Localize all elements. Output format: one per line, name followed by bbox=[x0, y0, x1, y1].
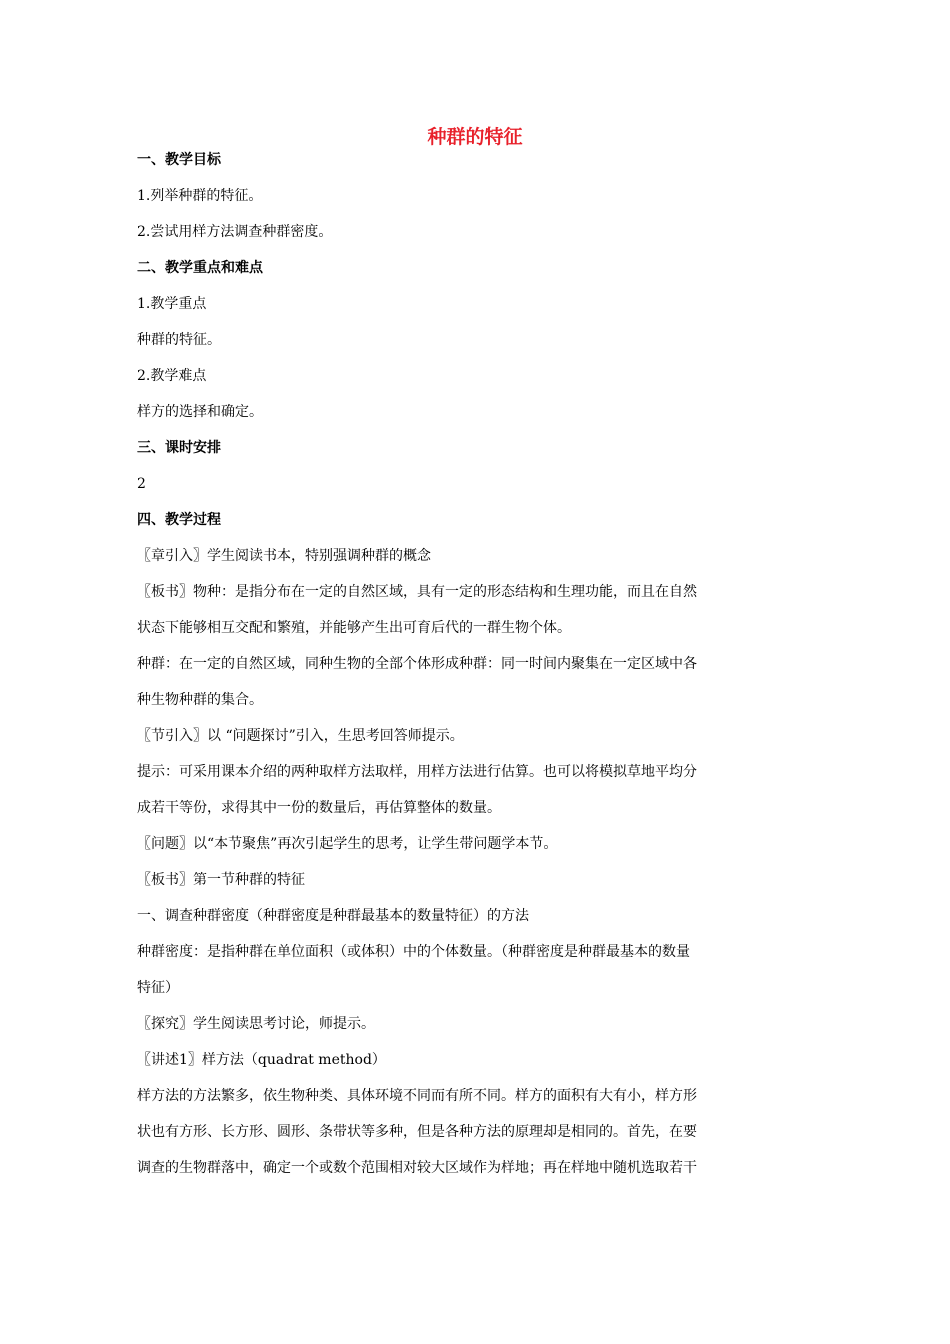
paragraph-line: 种生物种群的集合。 bbox=[137, 692, 263, 708]
section-heading: 一、教学目标 bbox=[137, 152, 221, 168]
paragraph-line: 〖板书〗第一节种群的特征 bbox=[137, 872, 305, 888]
paragraph-line: 状态下能够相互交配和繁殖，并能够产生出可育后代的一群生物个体。 bbox=[137, 620, 571, 636]
paragraph-line: 1.列举种群的特征。 bbox=[137, 188, 263, 204]
paragraph-line: 种群的特征。 bbox=[137, 332, 221, 348]
paragraph-line: 样方的选择和确定。 bbox=[137, 404, 263, 420]
section-heading: 二、教学重点和难点 bbox=[137, 260, 263, 276]
paragraph-line: 〖讲述1〗样方法（quadrat method） bbox=[137, 1052, 386, 1068]
paragraph-line: 2.尝试用样方法调查种群密度。 bbox=[137, 224, 333, 240]
paragraph-line: 特征） bbox=[137, 980, 179, 996]
paragraph-line: 〖板书〗物种：是指分布在一定的自然区域，具有一定的形态结构和生理功能，而且在自然 bbox=[137, 584, 697, 600]
paragraph-line: 1.教学重点 bbox=[137, 296, 207, 312]
paragraph-line: 提示：可采用课本介绍的两种取样方法取样，用样方法进行估算。也可以将模拟草地平均分 bbox=[137, 764, 697, 780]
paragraph-line: 样方法的方法繁多，依生物种类、具体环境不同而有所不同。样方的面积有大有小，样方形 bbox=[137, 1088, 697, 1104]
paragraph-line: 〖章引入〗学生阅读书本，特别强调种群的概念 bbox=[137, 548, 431, 564]
paragraph-line: 成若干等份，求得其中一份的数量后，再估算整体的数量。 bbox=[137, 800, 501, 816]
paragraph-line: 种群：在一定的自然区域，同种生物的全部个体形成种群：同一时间内聚集在一定区域中各 bbox=[137, 656, 697, 672]
section-heading: 三、课时安排 bbox=[137, 440, 221, 456]
paragraph-line: 一、调查种群密度（种群密度是种群最基本的数量特征）的方法 bbox=[137, 908, 529, 924]
paragraph-line: 调查的生物群落中，确定一个或数个范围相对较大区域作为样地；再在样地中随机选取若干 bbox=[137, 1160, 697, 1176]
document-title: 种群的特征 bbox=[427, 126, 523, 148]
paragraph-line: 状也有方形、长方形、圆形、条带状等多种，但是各种方法的原理却是相同的。首先，在要 bbox=[137, 1124, 697, 1140]
section-heading: 四、教学过程 bbox=[137, 512, 221, 528]
paragraph-line: 2.教学难点 bbox=[137, 368, 207, 384]
paragraph-line: 〖探究〗学生阅读思考讨论，师提示。 bbox=[137, 1016, 375, 1032]
paragraph-line: 〖节引入〗以 “问题探讨”引入，生思考回答师提示。 bbox=[137, 728, 464, 744]
paragraph-line: 〖问题〗以“本节聚焦”再次引起学生的思考，让学生带问题学本节。 bbox=[137, 836, 558, 852]
paragraph-line: 种群密度：是指种群在单位面积（或体积）中的个体数量。（种群密度是种群最基本的数量 bbox=[137, 944, 690, 960]
paragraph-line: 2 bbox=[137, 476, 146, 492]
